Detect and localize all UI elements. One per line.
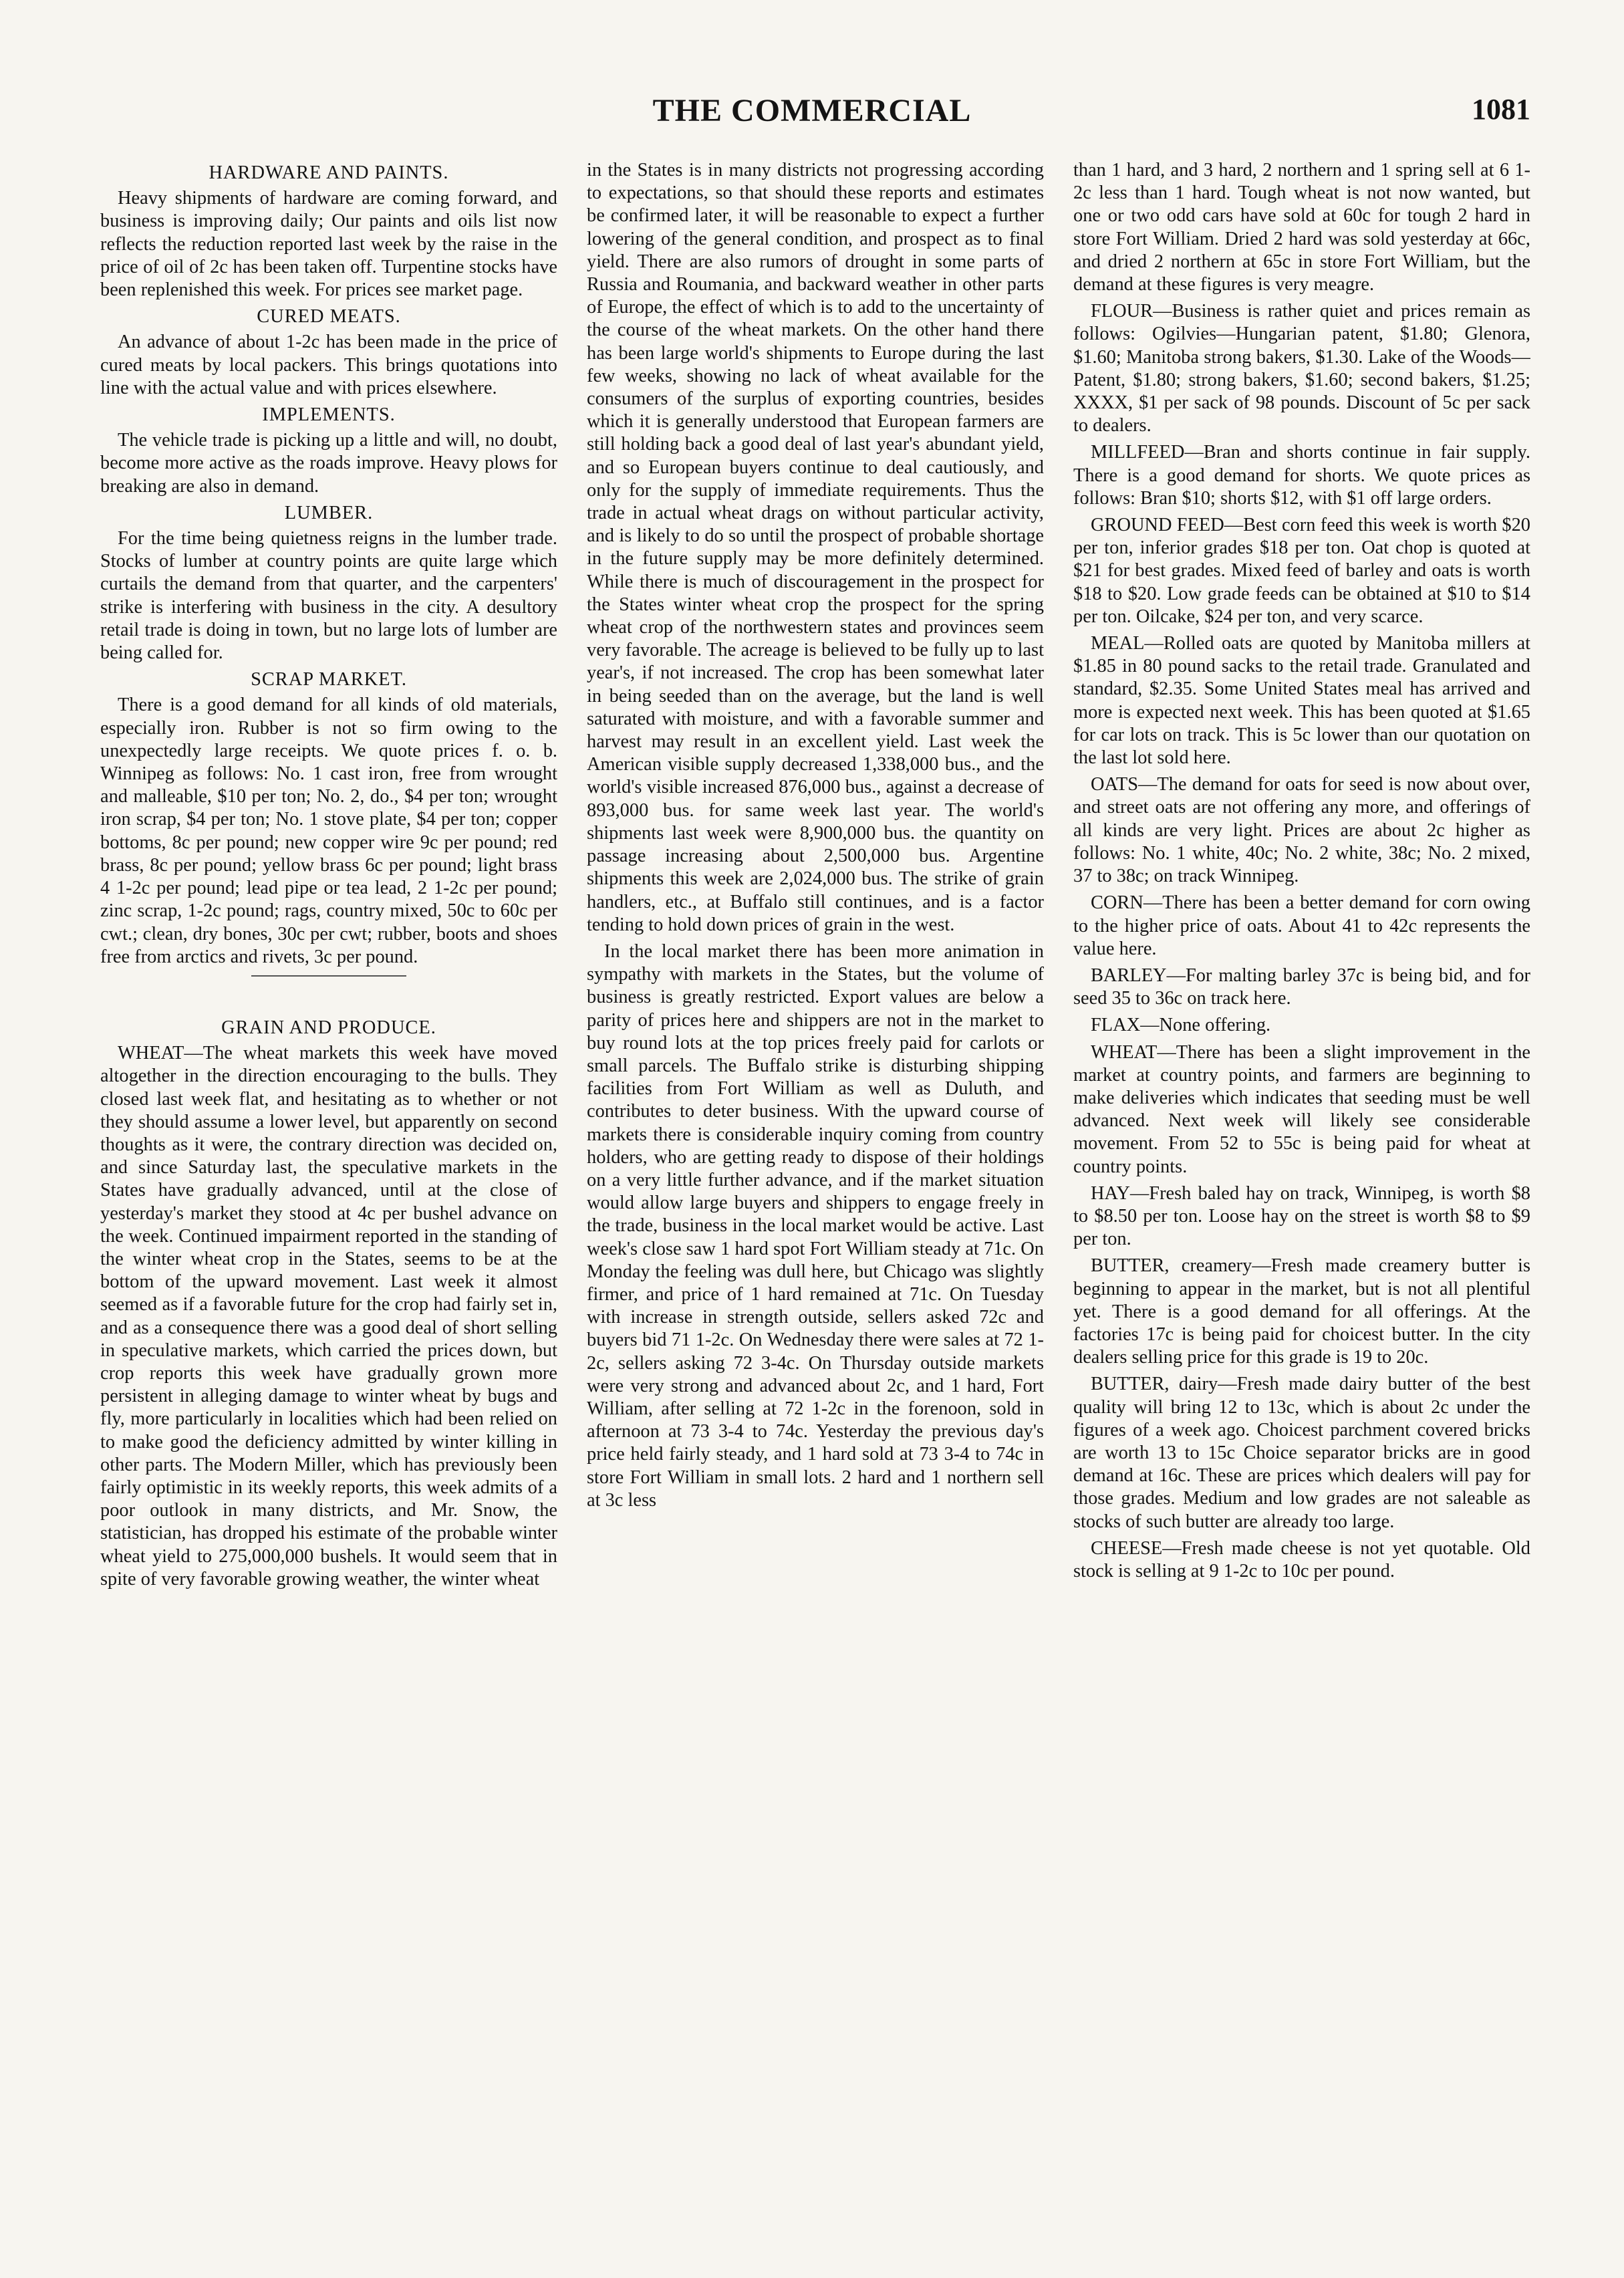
- paragraph-butter-creamery: BUTTER, creamery—Fresh made creamery butter is beginning to appear in the market, but is not all plentiful yet. There is a good demand for all offerings. At the factories 17c is being paid for choicest butter. In the city dealers selling price for this grade is 19 to 20c.: [1073, 1255, 1530, 1368]
- paragraph-oats: OATS—The demand for oats for seed is now about over, and street oats are not offering any more, and offerings of all kinds are very light. Prices are about 2c higher as follows: No. 1 white, 40c; No. 2 white, 38c; No. 2 mixed, 37 to 38c; on track Winnipeg.: [1073, 774, 1530, 887]
- paragraph-wheat-continued: in the States is in many districts not progressing according to expectations, so that should these reports and estimates be confirmed later, it will be reasonable to expect a further lowering of the general condition, and prospect as to final yield. There are also rumors of drought in some parts of Russia and Roumania, and backward weather in other parts of Europe, the effect of which is to add to the uncertainty of the course of the wheat markets. On the other hand there has been large world's shipments to Europe during the last few weeks, showing no lack of wheat available for the consumers of the surplus of exporting countries, besides which it is generally understood that European farmers are still holding back a good deal of last year's abundant yield, and so European buyers continue to deal cautiously, and only for the supply of immediate requirements. Thus the trade in actual wheat drags on without particular activity, and is likely to do so until the prospect of probable shortage in the future supply may be more definitely determined. While there is much of discouragement in the prospect for the States winter wheat crop the prospect for the spring wheat crop of the northwestern states and provinces seem very favorable. The acreage is believed to be fully up to last year's, if not increased. The crop has been somewhat later in being seeded than on the average, but the land is well saturated with moisture, and with a favorable summer and harvest may result in an excellent yield. Last week the American visible supply decreased 1,338,000 bus., and the world's visible increased 876,000 bus., against a decrease of 893,000 bus. for same week last year. The world's shipments last week were 8,900,000 bus. the quantity on passage increasing about 2,500,000 bus. Argentine shipments this week are 2,024,000 bus. The strike of grain handlers, etc., at Buffalo still continues, and is a factor tending to hold down prices of grain in the west.: [587, 160, 1044, 935]
- paragraph-cured-meats: An advance of about 1-2c has been made in the price of cured meats by local packers. This brings quotations into line with the actual value and with prices elsewhere.: [100, 332, 557, 398]
- paragraph-barley: BARLEY—For malting barley 37c is being bid, and for seed 35 to 36c on track here.: [1073, 965, 1530, 1009]
- heading-grain-produce: GRAIN AND PRODUCE.: [221, 1017, 436, 1038]
- paragraph-millfeed: MILLFEED—Bran and shorts continue in fair supply. There is a good demand for shorts. We quote prices as follows: Bran $10; shorts $12, with $1 off large orders.: [1073, 442, 1530, 509]
- paragraph-country-wheat: WHEAT—There has been a slight improvement in the market at country points, and farmers are beginning to make deliveries which indicates that seeding must be well advanced. Next week will likely see considerable movement. From 52 to 55c is being paid for wheat at country points.: [1073, 1041, 1530, 1177]
- heading-cured-meats: CURED MEATS.: [257, 306, 401, 328]
- columns: [100, 159, 1530, 2204]
- heading-hardware: HARDWARE AND PAINTS.: [209, 162, 449, 183]
- paragraph-butter-dairy: BUTTER, dairy—Fresh made dairy butter of the best quality will bring 12 to 13c, which is about 2c under the figures of a week ago. Choicest parchment covered bricks are worth 13 to 15c Choice separator bricks are in good demand at 16c. These are prices which dealers will pay for those grades. Medium and low grades are not saleable as stocks of such butter are already too large.: [1073, 1374, 1530, 1532]
- paragraph-local-continued: than 1 hard, and 3 hard, 2 northern and 1 spring sell at 6 1-2c less than 1 hard. Tough wheat is not now wanted, but one or two odd cars have sold at 60c for tough 2 hard in store Fort William. Dried 2 hard was sold yesterday at 66c, and dried 2 northern at 65c in store Fort William, but the demand at these figures is very meagre.: [1073, 160, 1530, 295]
- paragraph-implements: The vehicle trade is picking up a little and will, no doubt, become more active as the roads improve. Heavy plows for breaking are also in demand.: [100, 430, 557, 497]
- heading-implements: IMPLEMENTS.: [262, 404, 396, 426]
- section-rule: [251, 975, 407, 977]
- paragraph-hardware: Heavy shipments of hardware are coming forward, and business is improving daily; Our paints and oils list now reflects the reduction reported last week by the raise in the price of oil of 2c has been taken off. Turpentine stocks have been replenished this week. For prices see market page.: [100, 188, 557, 301]
- paragraph-flax: FLAX—None offering.: [1091, 1015, 1271, 1036]
- page-number: 1081: [1472, 93, 1530, 126]
- paragraph-ground-feed: GROUND FEED—Best corn feed this week is worth $20 per ton, inferior grades $18 per ton. Oat chop is quoted at $21 for best grades. Mixed feed of barley and oats is worth $18 to $20. Low grade feeds can be obtained at $10 to $14 per ton. Oilcake, $24 per ton, and very scarce.: [1073, 515, 1530, 627]
- paragraph-wheat-markets: WHEAT—The wheat markets this week have moved altogether in the direction encouraging to the bulls. They closed last week flat, and hesitating as to whether or not they should assume a lower level, but apparently on second thoughts as it were, the contrary direction was decided on, and since Saturday last, the speculative markets in the States have gradually advanced, until at the close of yesterday's market they stood at 4c per bushel advance on the week. Continued impairment reported in the standing of the winter wheat crop in the States, seems to be at the bottom of the upward movement. Last week it almost seemed as if a favorable future for the crop had fairly set in, and as a consequence there was a good deal of short selling in speculative markets, which carried the prices down, but crop reports this week have gradually grown more persistent in alleging damage to winter wheat by bugs and fly, more particularly in localities which had been relied on to make good the deficiency admitted by winter killing in other parts. The Modern Miller, which has previously been fairly optimistic in its weekly reports, this week admits of a poor outlook in many districts, and Mr. Snow, the statistician, has dropped his estimate of the probable winter wheat yield to 275,000,000 bushels. It would seem that in spite of very favorable growing weather, the winter wheat: [100, 1043, 557, 1590]
- paragraph-meal: MEAL—Rolled oats are quoted by Manitoba millers at $1.85 in 80 pound sacks to the retail trade. Granulated and standard, $2.35. Some United States meal has arrived and more is expected next week. This has been quoted at $1.65 for car lots on track. This is 5c lower than our quotation on the last lot sold here.: [1073, 633, 1530, 769]
- heading-scrap-market: SCRAP MARKET.: [251, 669, 407, 690]
- column-3: [1073, 159, 1530, 2204]
- paragraph-local-market: In the local market there has been more animation in sympathy with markets in the States, but the volume of business is greatly restricted. Export values are below a parity of prices here and shippers are not in the market to buy round lots at the top prices freely paid for carlots or small parcels. The Buffalo strike is disturbing shipping facilities from Fort William as well as Duluth, and contributes to deter business. With the upward course of markets there is considerable inquiry coming from country holders, who are getting ready to dispose of their holdings on a very little further advance, and if the market situation would allow large buyers and shippers to engage freely in the trade, business in the local market would be active. Last week's close saw 1 hard spot Fort William steady at 71c. On Monday the feeling was dull here, but Chicago was slightly firmer, and price of 1 hard remained at 71c. On Tuesday with increase in strength outside, sellers asked 72c and buyers bid 71 1-2c. On Wednesday there were sales at 72 1-2c, sellers asking 72 3-4c. On Thursday outside markets were very strong and advanced about 2c, and 1 hard, Fort William, after selling at 72 1-2c in the forenoon, sold in afternoon at 73 3-4 to 74c. Yesterday the previous day's price held fairly steady, and 1 hard sold at 73 3-4 to 74c in store Fort William in small lots. 2 hard and 1 northern sell at 3c less: [587, 940, 1044, 1511]
- column-1: [100, 159, 557, 2204]
- heading-lumber: LUMBER.: [284, 502, 374, 523]
- paragraph-cheese: CHEESE—Fresh made cheese is not yet quotable. Old stock is selling at 9 1-2c to 10c per pound.: [1073, 1537, 1530, 1581]
- journal-title: THE COMMERCIAL: [652, 93, 972, 128]
- page-header: [94, 92, 1530, 132]
- column-2: [587, 159, 1044, 2204]
- paragraph-corn: CORN—There has been a better demand for corn owing to the higher price of oats. About 41 to 42c represents the value here.: [1073, 892, 1530, 959]
- paragraph-lumber: For the time being quietness reigns in the lumber trade. Stocks of lumber at country points are quite large which curtails the demand from that quarter, and the carpenters' strike is interfering with business in the city. A desultory retail trade is doing in town, but no large lots of lumber are being called for.: [100, 528, 557, 664]
- paragraph-scrap-market: There is a good demand for all kinds of old materials, especially iron. Rubber is not so firm owing to the unexpectedly large receipts. We quote prices f. o. b. Winnipeg as follows: No. 1 cast iron, free from wrought and malleable, $10 per ton; No. 2, do., $4 per ton; wrought iron scrap, $4 per ton; No. 1 stove plate, $4 per ton; copper bottoms, 8c per pound; new copper wire 9c per pound; red brass, 8c per pound; yellow brass 6c per pound; light brass 4 1-2c per pound; lead pipe or tea lead, 2 1-2c per pound; zinc scrap, 1-2c pound; rags, country mixed, 50c to 60c per cwt.; clean, dry bones, 30c per cwt; rubber, boots and shoes free from arctics and rivets, 3c per pound.: [100, 694, 557, 967]
- paragraph-hay: HAY—Fresh baled hay on track, Winnipeg, is worth $8 to $8.50 per ton. Loose hay on the street is worth $8 to $9 per ton.: [1073, 1182, 1530, 1250]
- paragraph-flour: FLOUR—Business is rather quiet and prices remain as follows: Ogilvies—Hungarian patent, $1.80; Glenora, $1.60; Manitoba strong bakers, $1.30. Lake of the Woods—Patent, $1.80; strong bakers, $1.60; second bakers, $1.25; XXXX, $1 per sack of 98 pounds. Discount of 5c per sack to dealers.: [1073, 301, 1530, 436]
